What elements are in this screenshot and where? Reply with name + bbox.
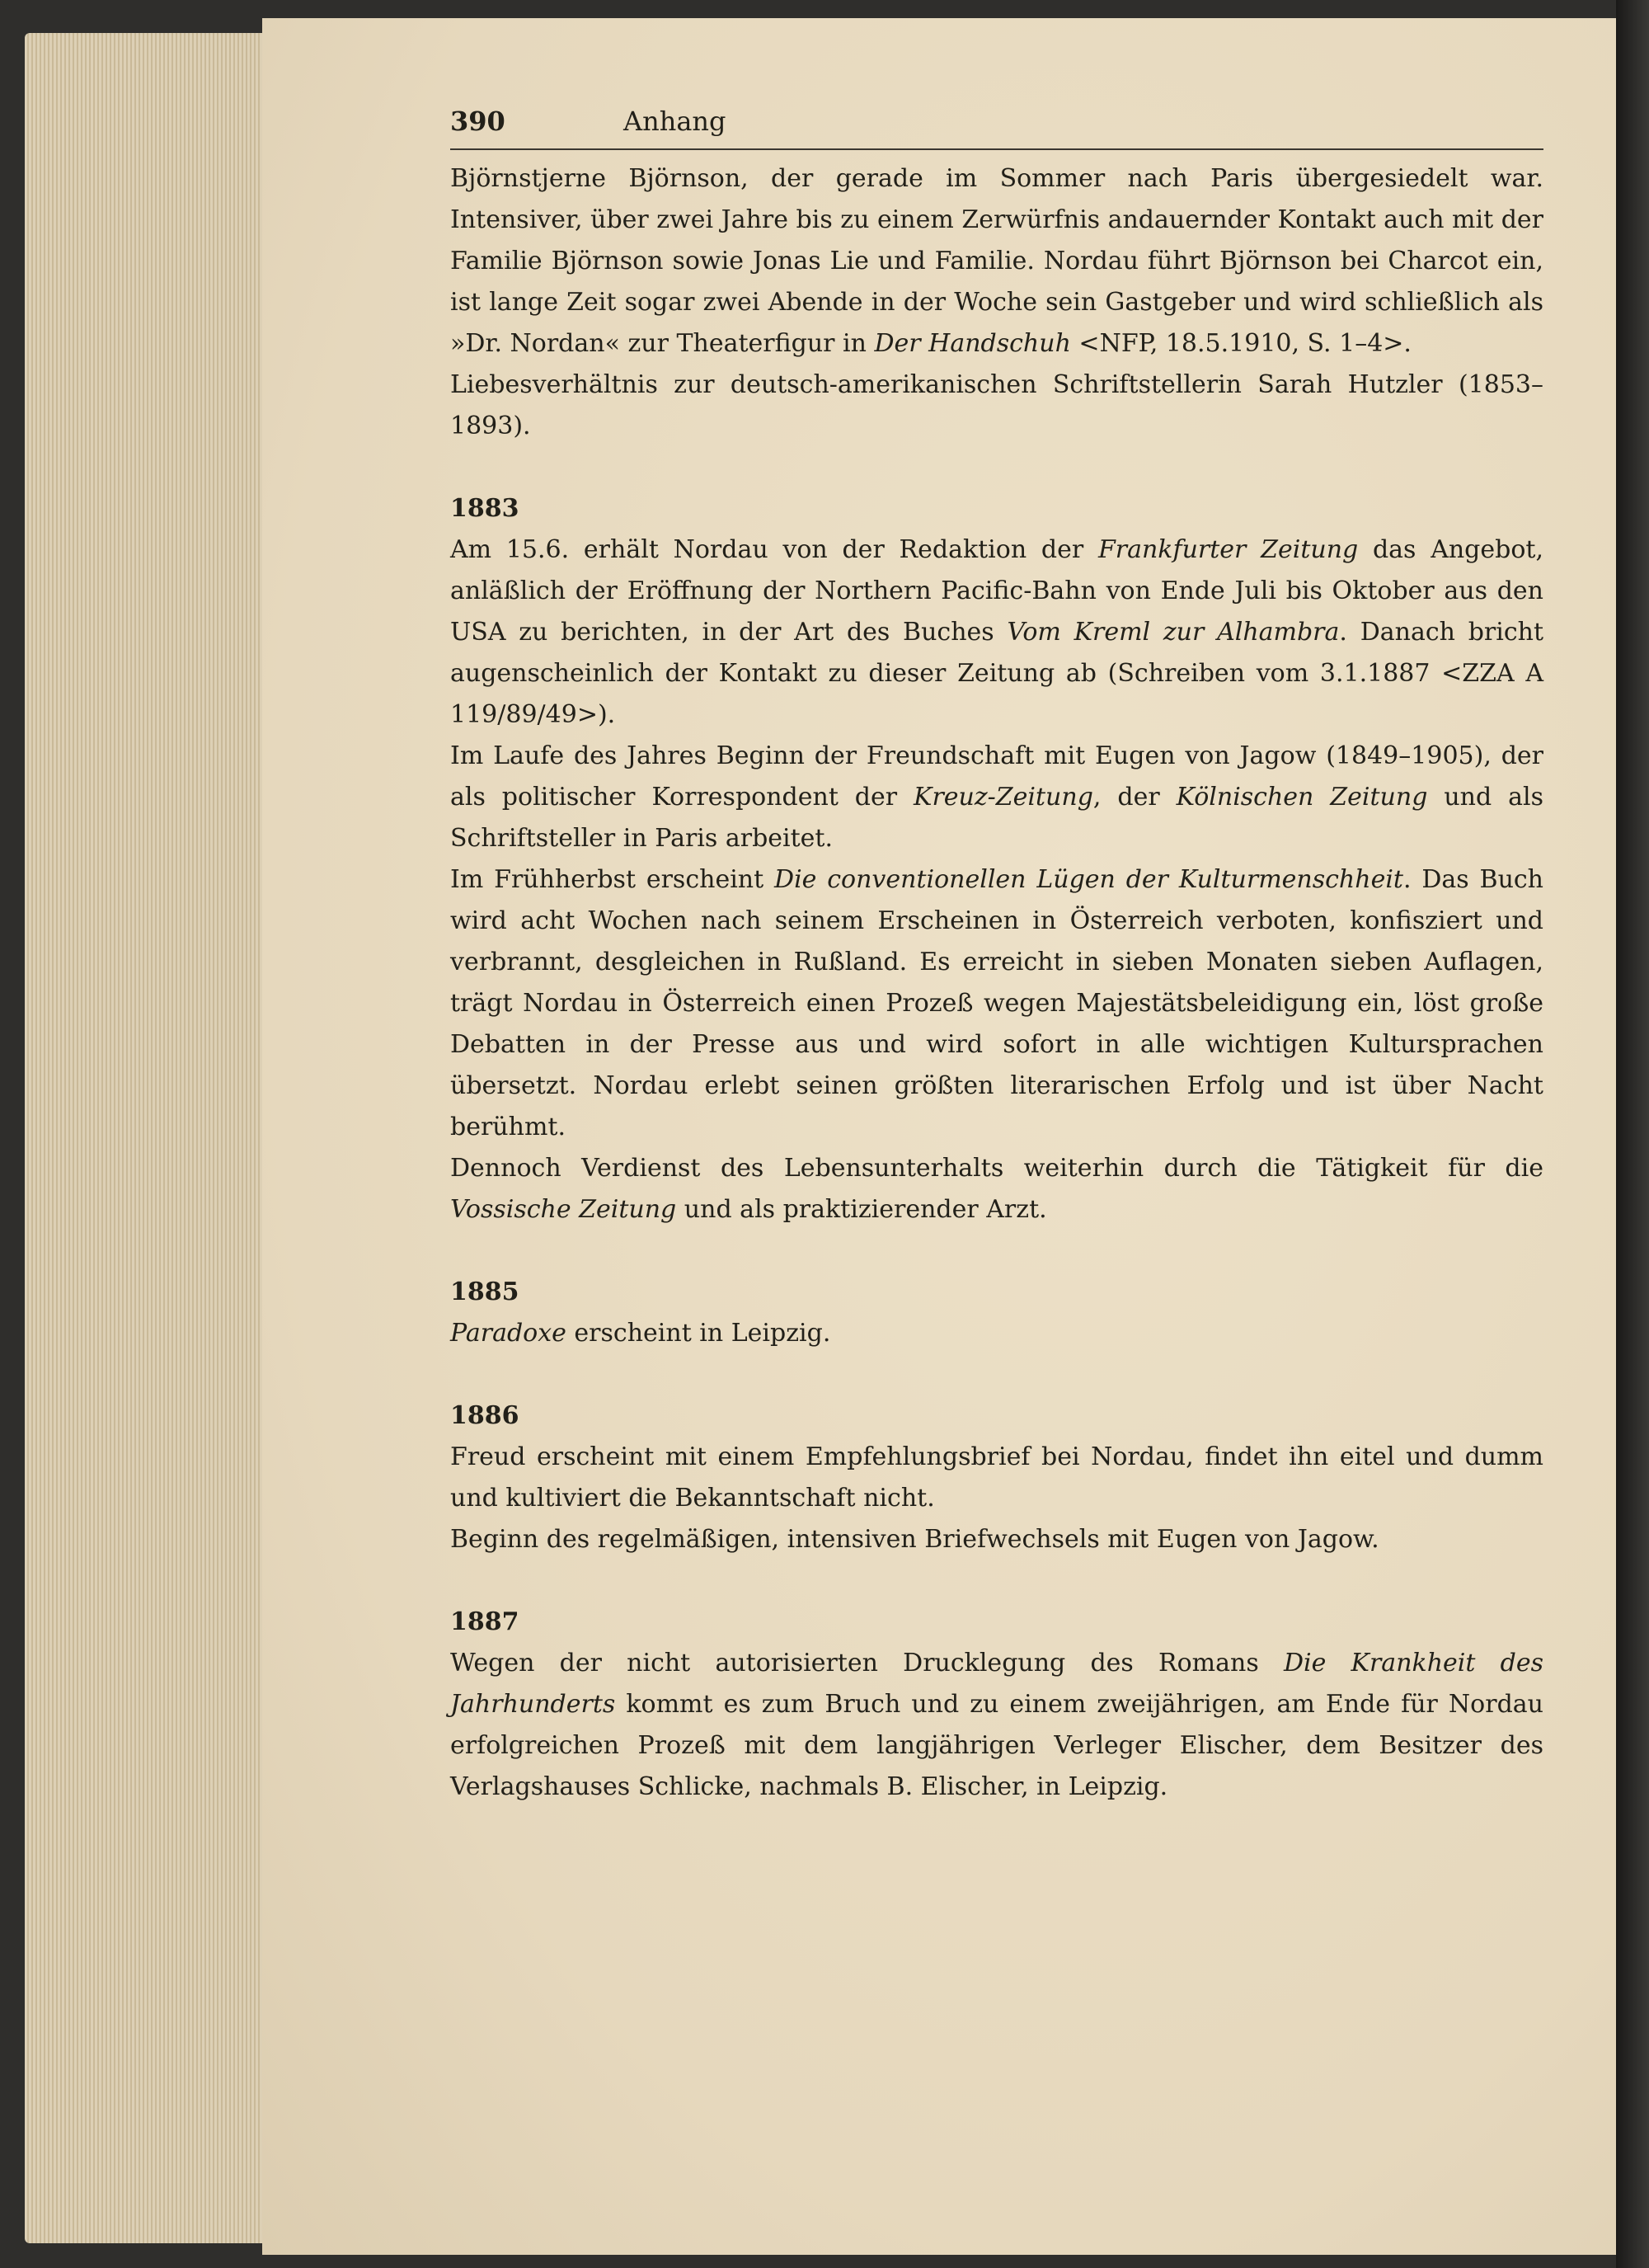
text-run: <NFP, 18.5.1910, S. 1–4>. [1070, 329, 1412, 358]
text-run: und als Schriftsteller in Paris arbeitet. [450, 783, 1543, 853]
entry-paragraph [450, 1313, 1543, 1354]
text-run: das Angebot, anläßlich der Eröffnung der Northern Pacific-Bahn von Ende Juli bis Oktober aus den USA zu berichten, in der Art des Buches [450, 535, 1543, 647]
work-title: Vom Kreml zur Alhambra [1007, 618, 1340, 647]
entry-paragraph: Beginn des regelmäßigen, intensiven Briefwechsels mit Eugen von Jagow. [450, 1525, 1379, 1554]
work-title: Kölnischen Zeitung [1176, 783, 1428, 812]
entry-paragraph [450, 1148, 1543, 1230]
year-heading: 1886 [450, 1401, 519, 1430]
year-heading: 1883 [450, 494, 519, 523]
text-run: Wegen der nicht autorisierten Drucklegung des Romans [450, 1649, 1284, 1677]
work-title: Der Handschuh [874, 329, 1071, 358]
binding-shadow [1616, 0, 1649, 2268]
page-content [450, 101, 1543, 1808]
text-run: Im Frühherbst erscheint [450, 865, 775, 894]
text-run: kommt es zum Bruch und zu einem zweijährigen, am Ende für Nordau erfolgreichen Prozeß mit dem langjährigen Verleger Elischer, dem Besitzer des Verlagshauses Schlicke, nachmals B. Elischer, in Leipzig. [450, 1690, 1543, 1801]
running-title: Anhang [623, 106, 726, 137]
entry-paragraph [450, 859, 1543, 1148]
entry-paragraph: Freud erscheint mit einem Empfehlungsbrief bei Nordau, findet ihn eitel und dumm und kultiviert die Bekanntschaft nicht. [450, 1442, 1543, 1513]
page-number: 390 [450, 106, 505, 137]
page-header [450, 101, 1543, 150]
entry-paragraph [450, 529, 1543, 736]
text-run: . Danach bricht augenscheinlich der Kontakt zu dieser Zeitung ab (Schreiben vom 3.1.1887 <ZZA A 119/89/49>). [450, 618, 1544, 729]
text-run: , der [1092, 783, 1177, 812]
year-heading: 1885 [450, 1278, 519, 1306]
year-heading: 1887 [450, 1607, 519, 1636]
text-run: und als praktizierender Arzt. [676, 1195, 1047, 1224]
intro-paragraph [450, 158, 1543, 365]
page-stack-edge [25, 33, 272, 2243]
work-title: Paradoxe [450, 1319, 566, 1348]
book-page [262, 18, 1616, 2255]
entry-paragraph [450, 1643, 1543, 1808]
work-title: Kreuz-Zeitung [914, 783, 1093, 812]
text-run: Dennoch Verdienst des Lebensunterhalts weiterhin durch die Tätigkeit für die [450, 1154, 1543, 1183]
work-title: Frankfurter Zeitung [1097, 535, 1359, 564]
text-run: Am 15.6. erhält Nordau von der Redaktion der [450, 535, 1098, 564]
work-title: Vossische Zeitung [450, 1195, 677, 1224]
work-title: Die conventionellen Lügen der Kulturmenschheit [774, 865, 1403, 894]
work-title: Die Krankheit des Jahrhunderts [450, 1649, 1543, 1719]
text-run: erscheint in Leipzig. [566, 1319, 831, 1348]
intro-paragraph: Liebesverhältnis zur deutsch-amerikanischen Schriftstellerin Sarah Hutzler (1853–1893). [450, 370, 1543, 440]
entry-paragraph [450, 736, 1543, 859]
text-run: Im Laufe des Jahres Beginn der Freundschaft mit Eugen von Jagow (1849–1905), der als politischer Korrespondent der [450, 741, 1543, 812]
text-run: Björnstjerne Björnson, der gerade im Sommer nach Paris übergesiedelt war. Intensiver, über zwei Jahre bis zu einem Zerwürfnis andauernder Kontakt auch mit der Familie Björnson sowie Jonas Lie und Familie. Nordau führt Björnson bei Charcot ein, ist lange Zeit sogar zwei Abende in der Woche sein Gastgeber und wird schließlich als »Dr. Nordan« zur Theaterfigur in [450, 164, 1543, 358]
text-run: . Das Buch wird acht Wochen nach seinem Erscheinen in Österreich verboten, konfisziert und verbrannt, desgleichen in Rußland. Es erreicht in sieben Monaten sieben Auflagen, trägt Nordau in Österreich einen Prozeß wegen Majestätsbeleidigung ein, löst große Debatten in der Presse aus und wird sofort in alle wichtigen Kultursprachen übersetzt. Nordau erlebt seinen größten literarischen Erfolg und ist über Nacht berühmt. [450, 865, 1544, 1141]
